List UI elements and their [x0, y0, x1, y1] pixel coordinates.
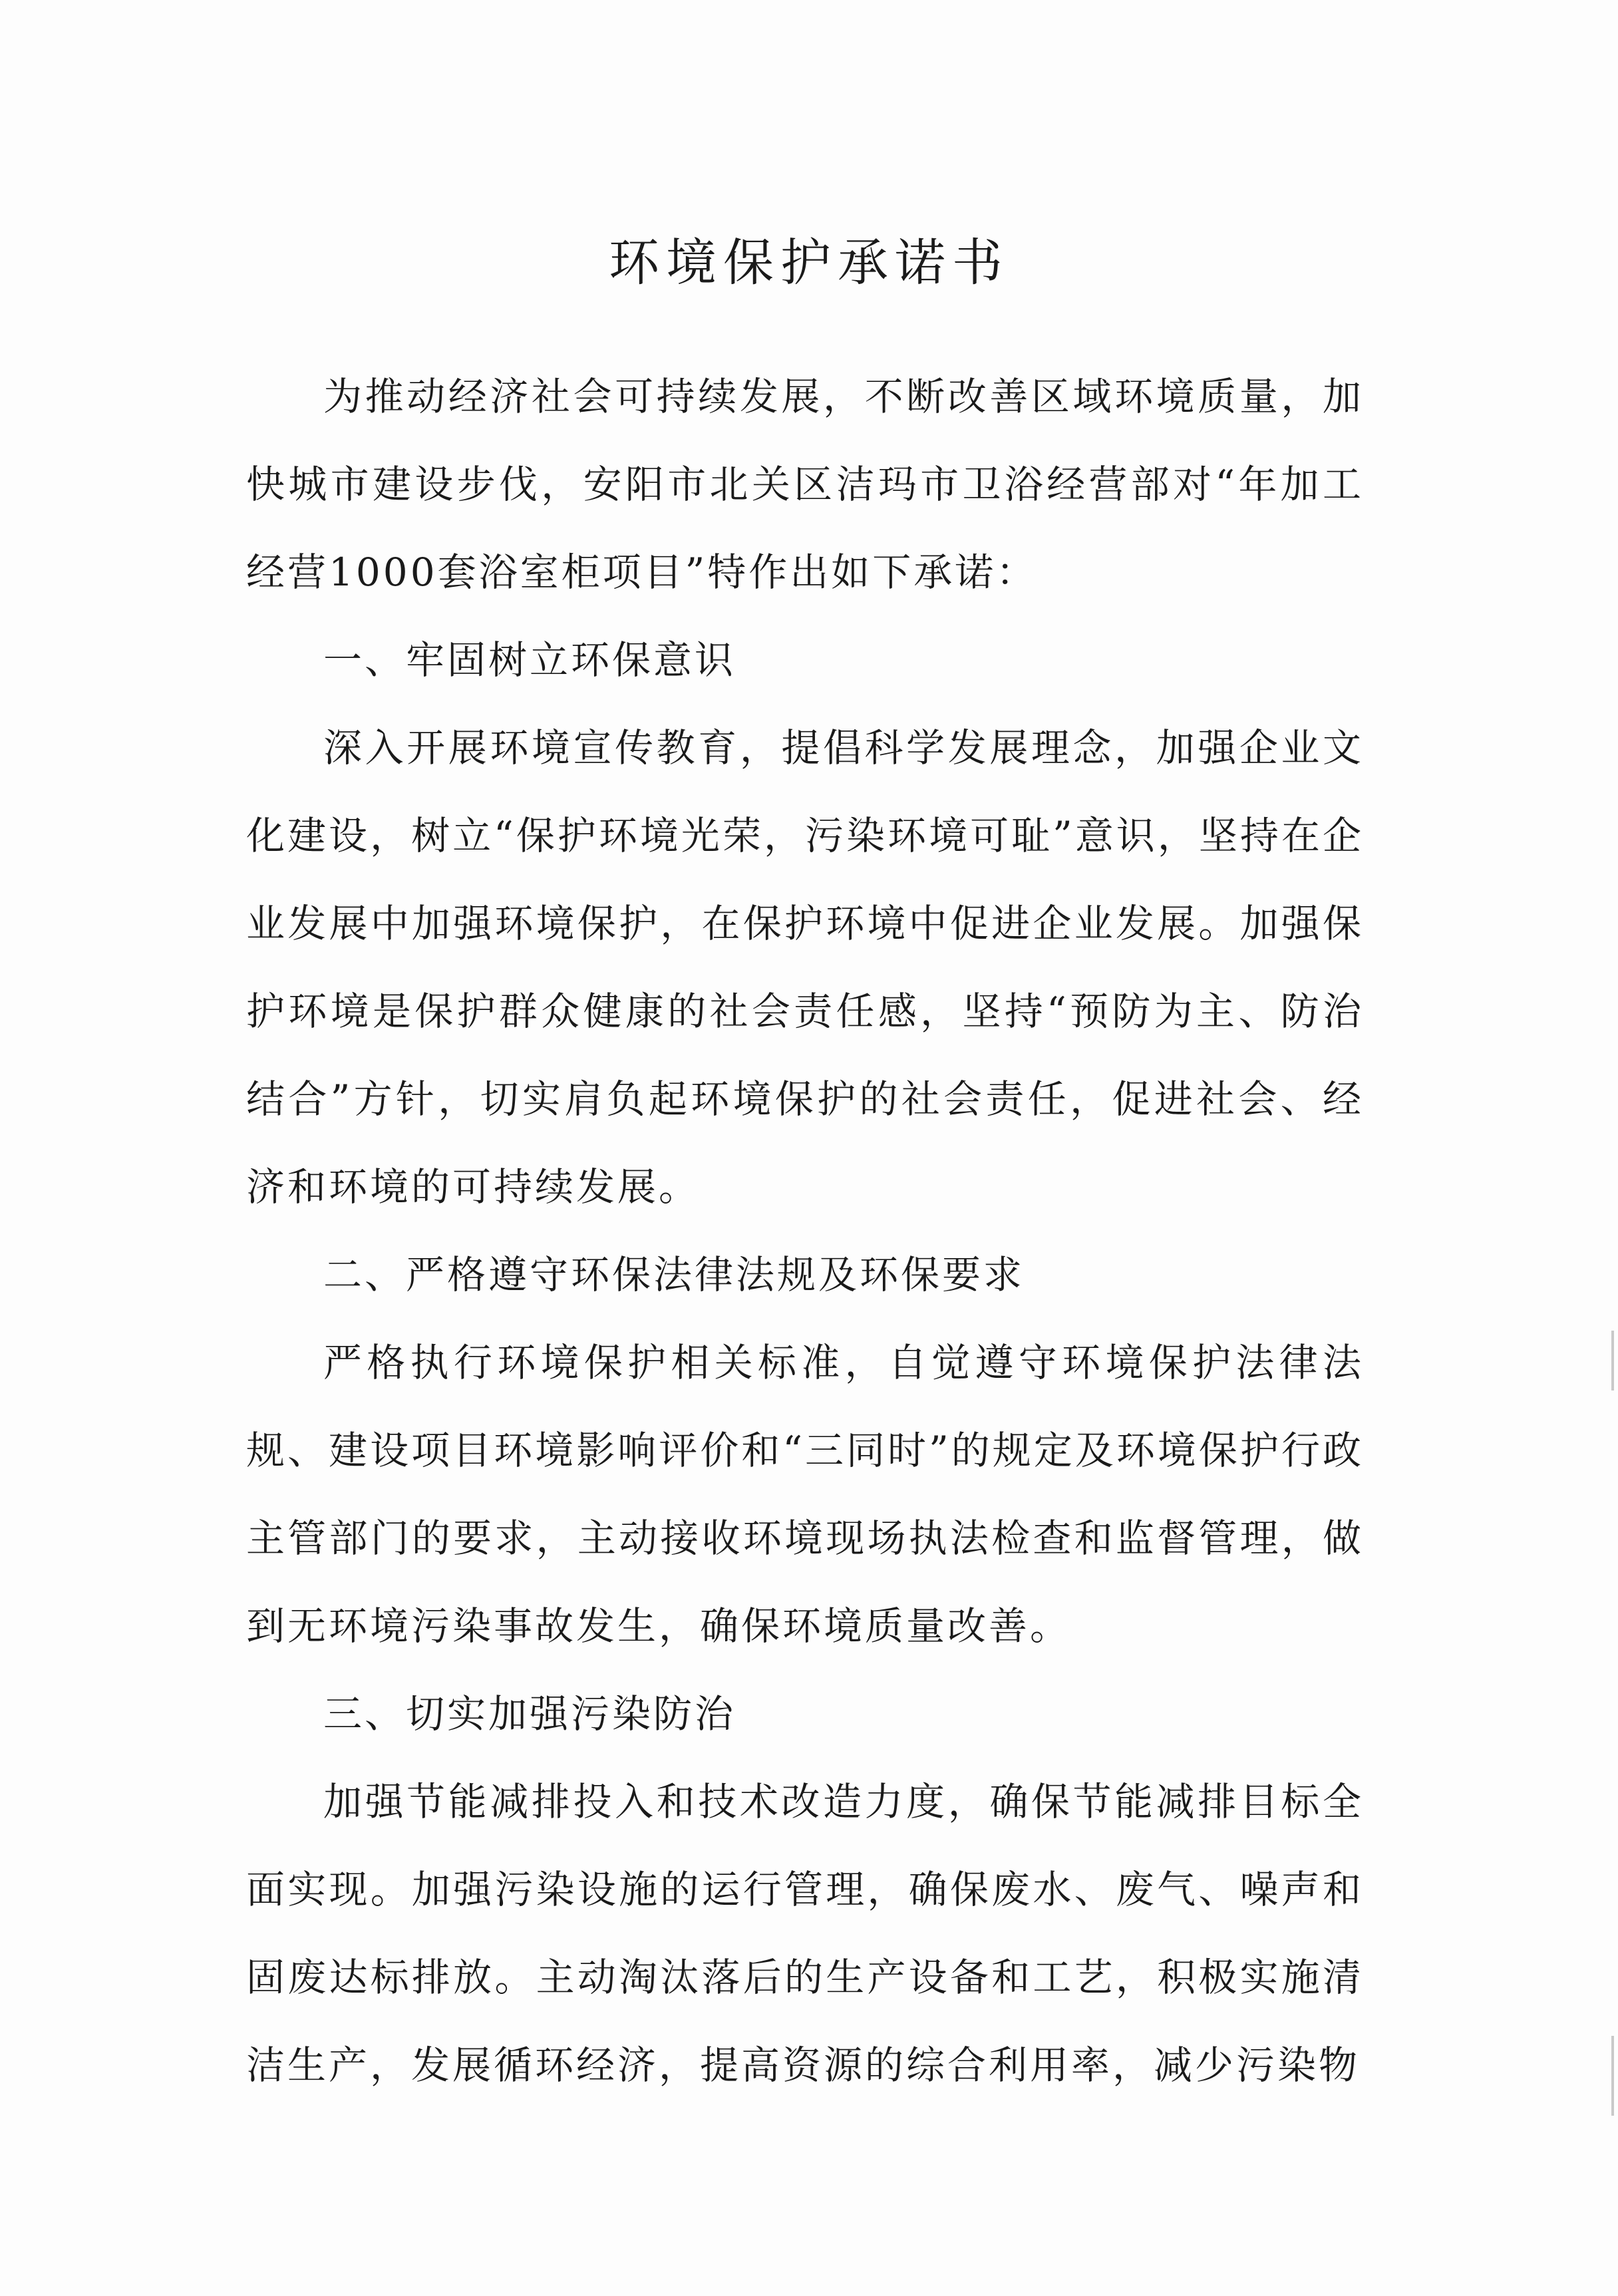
section-heading-2: 二、严格遵守环保法律法规及环保要求 — [323, 1252, 1025, 1297]
scan-edge-mark — [1611, 2036, 1614, 2116]
scan-edge-mark — [1611, 1331, 1614, 1391]
section-text-1: 深入开展环境宣传教育，提倡科学发展理念，加强企业文化建设，树立“保护环境光荣，污染环境可耻”意识，坚持在企业发展中加强环境保护，在保护环境中促进企业发展。加强保护环境是保护群众健康的社会责任感，坚持“预防为主、防治结合”方针，切实肩负起环境保护的社会责任，促进社会、经济和环境的可持续发展。 — [246, 725, 1364, 1210]
section-text-3: 加强节能减排投入和技术改造力度，确保节能减排目标全面实现。加强污染设施的运行管理，确保废水、废气、噪声和固废达标排放。主动淘汰落后的生产设备和工艺，积极实施清洁生产，发展循环经济，提高资源的综合利用率，减少污染物 — [246, 1779, 1364, 2088]
section-text-2: 严格执行环境保护相关标准，自觉遵守环境保护法律法规、建设项目环境影响评价和“三同时”的规定及环境保护行政主管部门的要求，主动接收环境现场执法检查和监督管理，做到无环境污染事故发生，确保环境质量改善。 — [246, 1340, 1364, 1649]
document-body — [246, 353, 1364, 2109]
intro-paragraph: 为推动经济社会可持续发展，不断改善区域环境质量，加快城市建设步伐，安阳市北关区洁玛市卫浴经营部对“年加工经营1000套浴室柜项目”特作出如下承诺： — [246, 374, 1364, 595]
section-heading-3: 三、切实加强污染防治 — [323, 1691, 736, 1736]
section-heading-1: 一、牢固树立环保意识 — [323, 637, 736, 683]
document-title: 环境保护承诺书 — [609, 233, 1009, 292]
